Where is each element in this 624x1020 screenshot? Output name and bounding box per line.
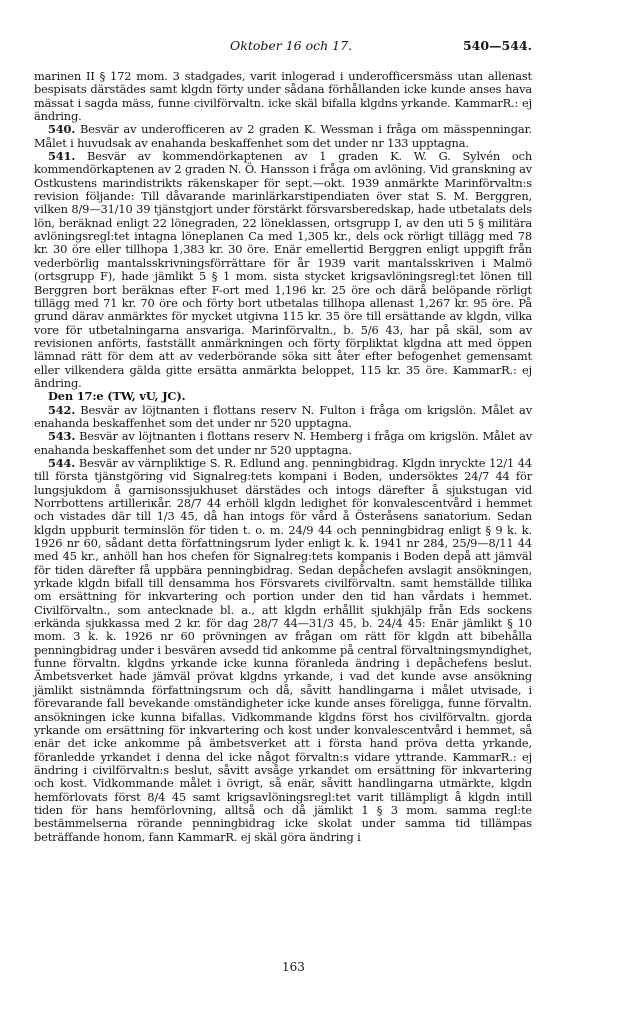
running-head-case-range: 540—544.: [462, 38, 532, 53]
case-entry-541: [34, 150, 532, 390]
date-heading: [34, 390, 532, 403]
paragraph-text: marinen II § 172 mom. 3 stadgades, varit inlogerad i underofficersmäss utan allenast bespisats därstädes samt klgdn förty under sådana förhållanden icke kunde anses hava mässat i sagda mäss, funne civilförvaltn. icke skäl bifalla klgdns yrkande. KammarR.: ej ändring.: [34, 69, 532, 124]
case-text: Besvär av kommendörkaptenen av 1 graden K. W. G. Sylvén och kommendörkaptenen av 2 graden N. Ö. Hansson i fråga om avlöning. Vid granskning av Ostkustens marindistrikts räkenskaper för sept.—okt. 1939 anmärkte Marinförvaltn:s revision följande: Till dåvarande marinlärkarstipendiaten över stat S. M. Berggren, vilken 8/9—31/10 39 tjänstgjort under förstärkt försvarsberedskap, hade utbetalats dels lön, beräknad enligt 22 lönegraden, 22 löneklassen, ortsgrupp I, av den uti 5 § militära avlöningsregl:tet intagna löneplanen Ca med 1,305 kr., dels ock rörligt tillägg med 78 kr. 30 öre eller tillhopa 1,383 kr. 30 öre. Enär emellertid Berggren enligt uppgift från vederbörlig mantalsskrivningsförrättare för år 1939 varit mantalsskriven i Malmö (ortsgrupp F), hade jämlikt 5 § 1 mom. sista stycket krigsavlöningsregl:tet lönen till Berggren bort beräknas efter F-ort med 1,196 kr. 25 öre och därå belöpande rörligt tillägg med 71 kr. 70 öre och förty bort utbetalas tillhopa allenast 1,267 kr. 95 öre. På grund därav anmärktes för mycket utgivna 115 kr. 35 öre till ersättande av klgdn, vilka vore för utbetalningarna ansvariga. Marinförvaltn., b. 5/6 43, har på skäl, som av revisionen anförts, fastställt anmärkningen och förty förpliktat klgdna att med öppen lämnad rätt för dem att av vederbörande söka sitt åter efter befogenhet gemensamt eller vilkendera gälda gitte ersätta anmärkta beloppet, 115 kr. 35 öre. KammarR.: ej ändring.: [34, 149, 533, 390]
case-number: 543.: [48, 429, 76, 444]
date-heading-text: Den 17:e (TW, vU, JC).: [48, 389, 186, 404]
case-number: 540.: [48, 122, 76, 137]
paragraph-continuation: [34, 70, 532, 123]
case-number: 544.: [48, 455, 76, 470]
case-number: 542.: [48, 402, 76, 417]
case-entry-540: [34, 123, 532, 150]
running-head: [34, 38, 532, 58]
case-entry-544: [34, 457, 532, 844]
case-number: 541.: [48, 149, 76, 164]
running-head-title: Oktober 16 och 17.: [230, 38, 353, 53]
case-entry-543: [34, 430, 532, 457]
document-page: [34, 38, 532, 844]
case-text: Besvär av löjtnanten i flottans reserv N. Hemberg i fråga om krigslön. Målet av enahanda beskaffenhet som det under nr 520 upptagna.: [34, 429, 532, 457]
body-text: [34, 70, 532, 844]
page-number: 163: [282, 960, 305, 974]
case-text: Besvär av löjtnanten i flottans reserv N. Fulton i fråga om krigslön. Målet av enahanda beskaffenhet som det under nr 520 upptagna.: [34, 402, 532, 430]
case-text: Besvär av underofficeren av 2 graden K. Wessman i fråga om mässpenningar. Målet i huvudsak av enahanda beskaffenhet som det under nr 133 upptagna.: [34, 122, 532, 150]
case-text: Besvär av värnpliktige S. R. Edlund ang. penningbidrag. Klgdn inryckte 12/1 44 till första tjänstgöring vid Signalreg:tets kompani i Boden, undersöktes 24/7 44 för lungsjukdom å garnisonssjukhuset därstädes och intogs därefter å sjukstugan vid Norrbottens artilleriкår. 28/7 44 erhöll klgdn ledighet för konvalescentvård i hemmet och vistades där till 1/3 45, då han intogs för vård å Österåsens sanatorium. Sedan klgdn uppburit terminslön för tiden t. o. m. 24/9 44 och penningbidrag enligt § 9 k. k. 1926 nr 60, sådant detta författningsrum lyder enligt k. k. 1941 nr 284, 25/9—8/11 44 med 45 kr., anhöll han hos chefen för Signalreg:tets kompanis i Boden depå att jämväl för tiden därefter få uppbära penningbidrag. Sedan depåchefen avslagit ansökningen, yrkade klgdn bifall till densamma hos Försvarets civilförvaltn. samt hemställde tillika om ersättning för inkvartering och portion under den tid han vårdats i hemmet. Civilförvaltn., som antecknade bl. a., att klgdn erhållit sjukhjälp från Eds sockens erkända sjukkassa med 2 kr. för dag 28/7 44—31/3 45, b. 24/4 45: Enär jämlikt § 10 mom. 3 k. k. 1926 nr 60 prövningen av frågan om rätt för klgdn att bibehålla penningbidrag under i besvären avsedd tid ankomme på central förvaltningsmyndighet, funne förvaltn. klgdns yrkande icke kunna föranleda ändring i depåchefens beslut. Ämbetsverket hade jämväl prövat klgdns yrkande, i vad det kunde avse ansökning jämlikt sistnämnda författningsrum och då, såvitt handlingarna i målet utvisade, i förevarande fall bevekande omständigheter icke kunde anses föreligga, funne förvaltn. ansökningen icke kunna bifallas. Vidkommande klgdns först hos civilförvaltn. gjorda yrkande om ersättning för inkvartering och kost under konvalescentvård i hemmet, så enär det icke ankomme på ämbetsverket att i första hand pröva detta yrkande, föranledde yrkandet i denna del icke något förvaltn:s vidare yttrande. KammarR.: ej ändring i civilförvaltn:s beslut, såvitt avsåge yrkandet om ersättning för inkvartering och kost. Vidkommande målet i övrigt, så enär, såvitt handlingarna utmärkte, klgdn hemförlovats först 8/4 45 samt krigsavlöningsregl:tet varit tillämpligt å klgdn intill tiden för hans hemförlovning, alltså och då jämlikt 1 § 3 mom. samma regl:te bestämmelserna rörande penningbidrag icke skolat under samma tid tillämpas beträffande honom, fann KammarR. ej skäl göra ändring i: [34, 455, 532, 844]
case-entry-542: [34, 404, 532, 431]
